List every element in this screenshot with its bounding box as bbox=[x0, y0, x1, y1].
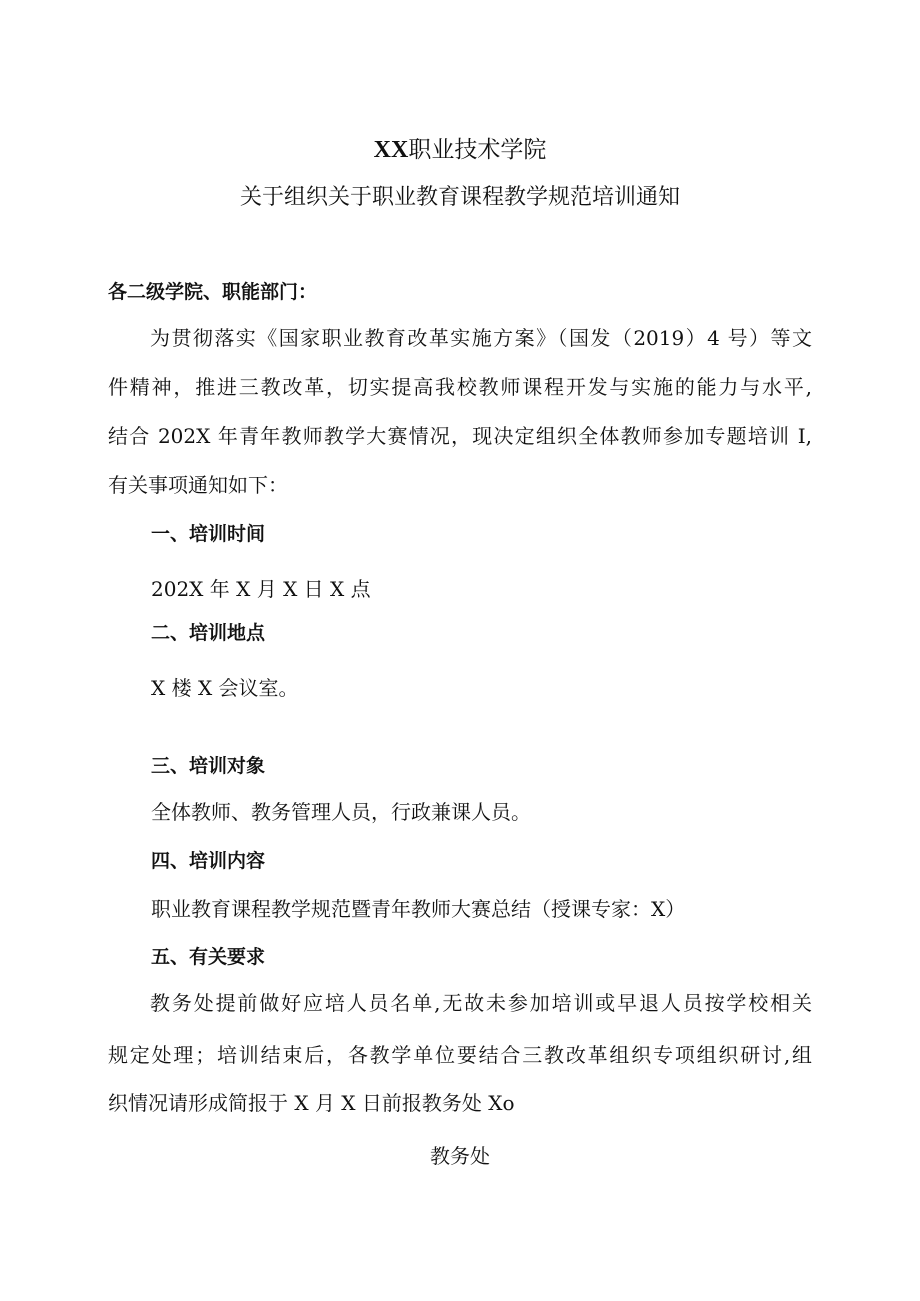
section-heading-audience: 三、培训对象 bbox=[151, 755, 266, 777]
signature: 教务处 bbox=[430, 1144, 490, 1168]
requirements-line-2: 规定处理；培训结束后，各教学单位要结合三教改革组织专项组织研讨,组 bbox=[108, 1043, 812, 1067]
section-content-content: 职业教育课程教学规范暨青年教师大赛总结（授课专家：X） bbox=[151, 897, 686, 921]
section-content-time: 202X 年 X 月 X 日 X 点 bbox=[151, 577, 371, 601]
section-heading-time: 一、培训时间 bbox=[151, 523, 266, 545]
section-content-location: X 楼 X 会议室。 bbox=[151, 676, 299, 700]
school-prefix: XX bbox=[373, 137, 409, 163]
intro-line-4: 有关事项通知如下： bbox=[108, 473, 288, 497]
school-name: 职业技术学院 bbox=[408, 137, 547, 163]
section-heading-requirements: 五、有关要求 bbox=[151, 946, 266, 968]
intro-line-2: 件精神，推进三教改革，切实提高我校教师课程开发与实施的能力与水平, bbox=[108, 375, 812, 399]
section-content-audience: 全体教师、教务管理人员，行政兼课人员。 bbox=[151, 800, 531, 824]
intro-line-3: 结合 202X 年青年教师教学大赛情况，现决定组织全体教师参加专题培训 I, bbox=[108, 424, 812, 448]
section-heading-location: 二、培训地点 bbox=[151, 622, 266, 644]
salutation: 各二级学院、职能部门： bbox=[108, 281, 318, 303]
notice-title: 关于组织关于职业教育课程教学规范培训通知 bbox=[239, 185, 680, 210]
requirements-line-3: 织情况请形成简报于 X 月 X 日前报教务处 Xo bbox=[108, 1091, 515, 1115]
school-name-heading bbox=[0, 135, 920, 165]
intro-line-1: 为贯彻落实《国家职业教育改革实施方案》（国发（2019）4 号）等文 bbox=[150, 326, 812, 350]
section-heading-content: 四、培训内容 bbox=[151, 850, 266, 872]
requirements-line-1: 教务处提前做好应培人员名单,无故未参加培训或早退人员按学校相关 bbox=[150, 991, 812, 1015]
